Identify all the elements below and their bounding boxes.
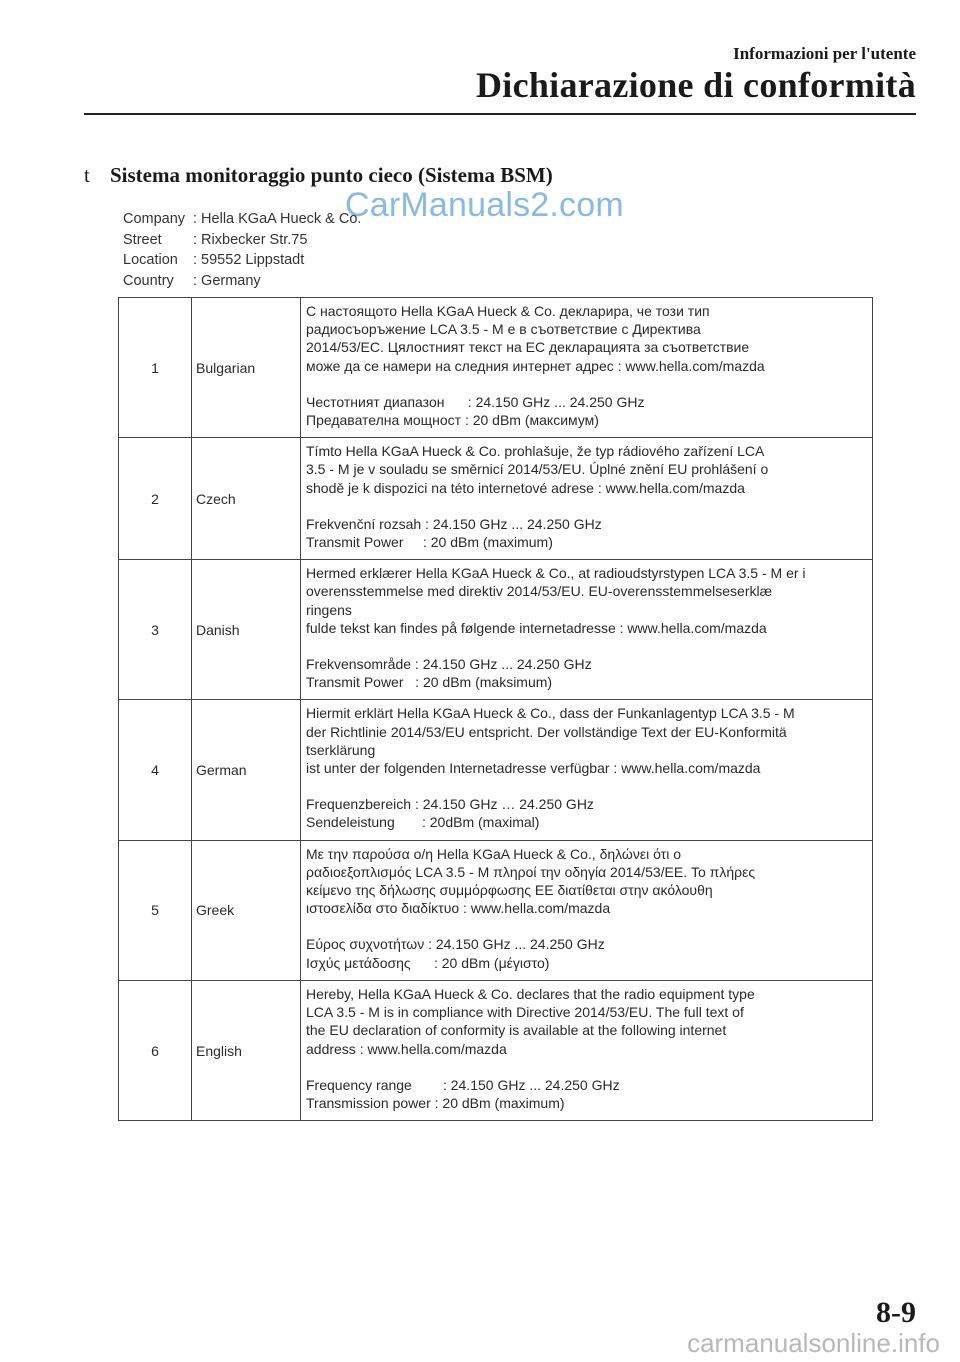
row-declaration bbox=[301, 438, 873, 560]
location-key: Location bbox=[123, 252, 178, 268]
declaration-specs: Frekvenční rozsah : 24.150 GHz ... 24.250 GHz Transmit Power : 20 dBm (maximum) bbox=[306, 515, 602, 551]
declaration-specs: Frequenzbereich : 24.150 GHz … 24.250 GHz Sendeleistung : 20dBm (maximal) bbox=[306, 796, 594, 831]
row-declaration bbox=[301, 298, 873, 438]
section-heading-text: Sistema monitoraggio punto cieco (Sistema BSM) bbox=[110, 163, 553, 187]
row-language: German bbox=[192, 700, 301, 840]
row-number: 2 bbox=[119, 438, 192, 560]
declaration-text: С настоящото Hella KGaA Hueck & Co. декларира, че този тип радиосъоръжение LCA 3.5 - M е в съответствие с Директива 2014/53/ЕС. Цялостният текст на ЕС декларацията за съответствие може да се намери на следния интернет адрес : www.hella.com/mazda bbox=[306, 303, 765, 374]
street-key: Street bbox=[123, 231, 162, 248]
declaration-specs: Честотният диапазон : 24.150 GHz ... 24.250 GHz Предавателна мощност : 20 dBm (максимум) bbox=[306, 393, 645, 429]
manufacturer-info bbox=[123, 209, 361, 291]
table-row bbox=[119, 840, 873, 980]
declaration-text: Tímto Hella KGaA Hueck & Co. prohlašuje, že typ rádiového zařízení LCA 3.5 - M je v souladu se směrnicí 2014/53/EU. Úplné znění EU prohlášení o shodě je k dispozici na této internetové adrese : www.hella.com/mazda bbox=[306, 443, 769, 496]
running-header-title: Dichiarazione di conformità bbox=[475, 65, 916, 105]
company-value: : Hella KGaA Hueck & Co. bbox=[193, 211, 362, 227]
row-declaration bbox=[301, 700, 873, 840]
company-row bbox=[123, 209, 361, 230]
row-declaration bbox=[301, 980, 873, 1120]
declaration-text: Hiermit erklärt Hella KGaA Hueck & Co., dass der Funkanlagentyp LCA 3.5 - M der Richtlinie 2014/53/EU entspricht. Der vollständige Text der EU-Konformitä tserklärung ist unter der folgenden Internetadresse verfügbar : www.hella.com/mazda bbox=[306, 705, 795, 777]
table-row bbox=[119, 298, 873, 438]
declaration-specs: Εύρος συχνοτήτων : 24.150 GHz ... 24.250 GHz Ισχύς μετάδοσης : 20 dBm (μέγιστο) bbox=[306, 936, 605, 971]
company-key: Company bbox=[123, 211, 186, 227]
row-number: 5 bbox=[119, 840, 192, 980]
watermark-logo: CarManuals2.com bbox=[345, 186, 624, 224]
running-header-subtitle: Informazioni per l'utente bbox=[733, 44, 916, 63]
header-divider bbox=[84, 113, 916, 115]
table-row bbox=[119, 438, 873, 560]
page-number: 8-9 bbox=[876, 1296, 916, 1329]
row-language: Danish bbox=[192, 560, 301, 700]
row-number: 3 bbox=[119, 560, 192, 700]
country-row bbox=[123, 271, 361, 292]
declaration-specs: Frequency range : 24.150 GHz ... 24.250 GHz Transmission power : 20 dBm (maximum) bbox=[306, 1076, 620, 1111]
row-language: English bbox=[192, 980, 301, 1120]
row-language: Czech bbox=[192, 438, 301, 560]
row-declaration bbox=[301, 840, 873, 980]
declaration-specs: Frekvensområde : 24.150 GHz ... 24.250 GHz Transmit Power : 20 dBm (maksimum) bbox=[306, 656, 592, 691]
row-language: Greek bbox=[192, 840, 301, 980]
row-number: 1 bbox=[119, 298, 192, 438]
country-key: Country bbox=[123, 272, 174, 289]
row-language: Bulgarian bbox=[192, 298, 301, 438]
street-row bbox=[123, 230, 361, 251]
declaration-text: Hermed erklærer Hella KGaA Hueck & Co., at radioudstyrstypen LCA 3.5 - M er i overensstemmelse med direktiv 2014/53/EU. EU-overensstemmelseserklæ ringens fulde tekst kan findes på følgende internetadresse : www.hella.com/mazda bbox=[306, 565, 806, 636]
table-row bbox=[119, 980, 873, 1120]
location-value: : 59552 Lippstadt bbox=[193, 252, 305, 268]
declaration-text: Με την παρούσα ο/η Hella KGaA Hueck & Co., δηλώνει ότι ο ραδιοεξοπλισμός LCA 3.5 - M πληροί την οδηγία 2014/53/EE. Το πλήρες κείμενο της δήλωσης συμμόρφωσης ΕΕ διατίθεται στην ακόλουθη ιστοσελίδα στο διαδίκτυο : www.hella.com/mazda bbox=[306, 845, 756, 917]
declaration-text: Hereby, Hella KGaA Hueck & Co. declares that the radio equipment type LCA 3.5 - M is in compliance with Directive 2014/53/EU. The full text of the EU declaration of conformity is available at the following internet address : www.hella.com/mazda bbox=[306, 985, 755, 1057]
row-number: 4 bbox=[119, 700, 192, 840]
row-declaration bbox=[301, 560, 873, 700]
section-heading bbox=[84, 163, 553, 188]
table-row bbox=[119, 700, 873, 840]
country-value: : Germany bbox=[193, 272, 261, 289]
section-bullet: t bbox=[84, 163, 90, 187]
row-number: 6 bbox=[119, 980, 192, 1120]
location-row bbox=[123, 250, 361, 271]
footer-watermark: carmanualsonline.info bbox=[687, 1328, 940, 1358]
conformity-table bbox=[118, 297, 873, 1121]
street-value: : Rixbecker Str.75 bbox=[193, 231, 308, 248]
table-row bbox=[119, 560, 873, 700]
